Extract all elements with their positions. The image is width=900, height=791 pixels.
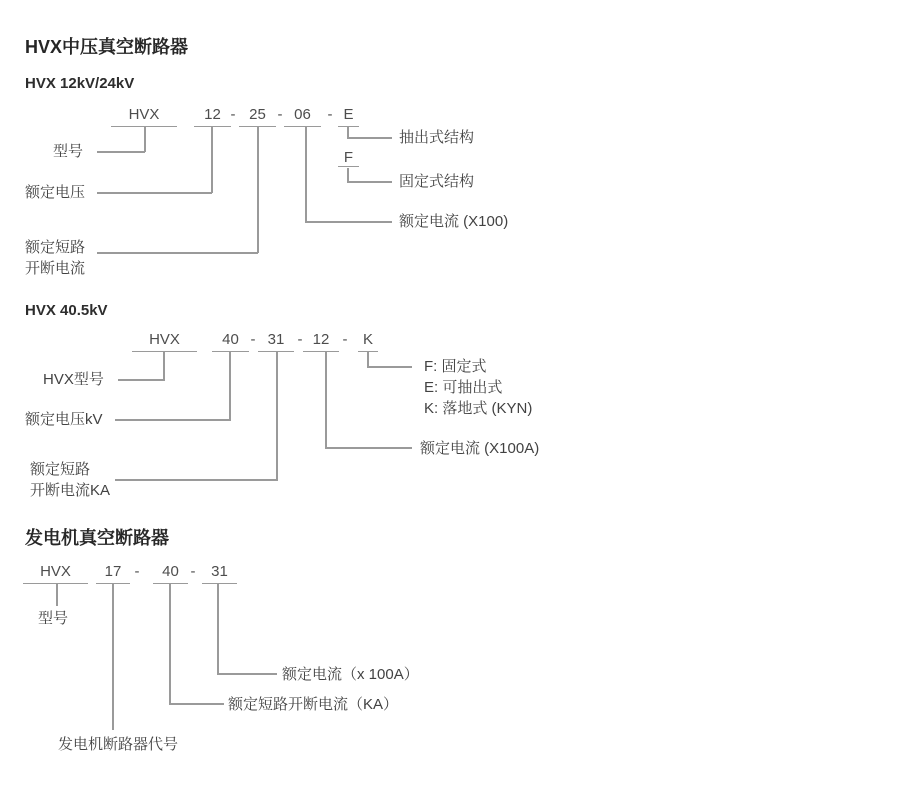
d3-generator-vline [112, 584, 114, 730]
d2-breaking-vline [276, 352, 278, 481]
d3-label-generator: 发电机断路器代号 [58, 736, 179, 753]
d2-code-voltage: 40 [212, 331, 249, 352]
d3-current-vline [217, 584, 219, 675]
d2-label-option-f: F: 固定式 [424, 358, 487, 375]
d1-code-structure: E [338, 106, 359, 127]
d2-label-option-e: E: 可抽出式 [424, 379, 503, 396]
d2-current-vline [325, 352, 327, 449]
d2-code-structure: K [358, 331, 378, 352]
d1-model-vline [144, 127, 146, 152]
d1-structureF-vline [347, 168, 349, 182]
d1-label-breaking-line2: 开断电流 [25, 260, 86, 277]
d2-current-hline [325, 447, 412, 449]
d3-current-hline [217, 673, 277, 675]
d2-label-breaking-line1: 额定短路 [30, 461, 91, 478]
d1-code-voltage: 12 [194, 106, 231, 127]
d1-label-voltage: 额定电压 [25, 184, 86, 201]
d1-breaking-vline [257, 127, 259, 253]
d2-label-voltage: 额定电压kV [25, 411, 103, 428]
d1-separator: - [277, 106, 283, 123]
d1-code-structure-alt: F [338, 149, 359, 167]
d1-structureF-hline [347, 181, 392, 183]
d2-code-breaking: 31 [258, 331, 294, 352]
d3-model-vline [56, 584, 58, 606]
d1-label-withdrawable: 抽出式结构 [399, 129, 475, 146]
d3-code-model: HVX [23, 563, 88, 584]
d2-label-breaking-line2: 开断电流KA [30, 482, 111, 499]
d2-voltage-hline [115, 419, 230, 421]
d1-structureE-hline [347, 137, 392, 139]
d3-label-current: 额定电流（x 100A） [282, 666, 419, 683]
d3-breaking-vline [169, 584, 171, 705]
d2-label-model: HVX型号 [43, 371, 104, 388]
d3-breaking-hline [169, 703, 224, 705]
d1-voltage-vline [211, 127, 213, 193]
d2-label-current: 额定电流 (X100A) [420, 440, 540, 457]
d1-label-model: 型号 [53, 143, 84, 160]
d3-code-field3: 31 [202, 563, 237, 584]
d3-separator: - [190, 563, 196, 580]
page-title: HVX中压真空断路器 [25, 37, 189, 57]
d1-code-current: 06 [284, 106, 321, 127]
d3-label-model: 型号 [38, 610, 69, 627]
d2-model-hline [118, 379, 164, 381]
d1-breaking-hline [97, 252, 258, 254]
d1-separator: - [230, 106, 236, 123]
d2-separator: - [250, 331, 256, 348]
d2-code-model: HVX [132, 331, 197, 352]
d2-breaking-hline [115, 479, 277, 481]
d2-separator: - [297, 331, 303, 348]
d3-separator: - [134, 563, 140, 580]
d1-separator: - [327, 106, 333, 123]
diagram2-heading: HVX 40.5kV [25, 302, 108, 319]
d2-model-vline [163, 352, 165, 381]
d1-current-hline [305, 221, 392, 223]
d1-code-model: HVX [111, 106, 177, 127]
diagram1-heading: HVX 12kV/24kV [25, 75, 135, 92]
d2-code-current: 12 [303, 331, 339, 352]
diagram3-heading: 发电机真空断路器 [25, 528, 169, 548]
d2-structure-hline [367, 366, 412, 368]
d1-code-breaking: 25 [239, 106, 276, 127]
d1-current-vline [305, 127, 307, 222]
d2-separator: - [342, 331, 348, 348]
d1-voltage-hline [97, 192, 212, 194]
d3-code-field1: 17 [96, 563, 130, 584]
d2-voltage-vline [229, 352, 231, 421]
d3-label-breaking: 额定短路开断电流（KA） [228, 696, 399, 713]
d3-code-field2: 40 [153, 563, 188, 584]
d1-label-current: 额定电流 (X100) [399, 213, 509, 230]
d1-model-hline [97, 151, 145, 153]
d1-label-breaking-line1: 额定短路 [25, 239, 86, 256]
d1-label-fixed: 固定式结构 [399, 173, 475, 190]
d2-label-option-k: K: 落地式 (KYN) [424, 400, 533, 417]
